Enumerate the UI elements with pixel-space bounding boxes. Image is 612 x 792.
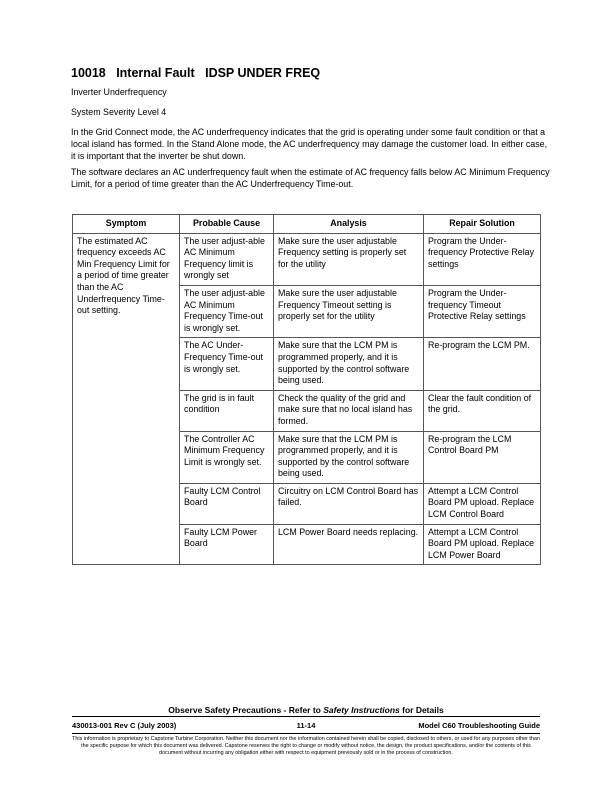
analysis-cell: Circuitry on LCM Control Board has failed. xyxy=(274,483,424,524)
header-repair-solution: Repair Solution xyxy=(424,215,541,234)
cause-cell: The user adjust-able AC Minimum Frequency Time-out is wrongly set. xyxy=(180,285,274,337)
solution-cell: Program the Under-frequency Protective Relay settings xyxy=(424,233,541,285)
cause-cell: The Controller AC Minimum Frequency Limit is wrongly set. xyxy=(180,431,274,483)
solution-cell: Attempt a LCM Control Board PM upload. Replace LCM Power Board xyxy=(424,524,541,565)
document-title: Model C60 Troubleshooting Guide xyxy=(418,721,540,730)
solution-cell: Re-program the LCM Control Board PM xyxy=(424,431,541,483)
safety-notice xyxy=(0,705,612,715)
cause-cell: The AC Under-Frequency Time-out is wrongly set. xyxy=(180,338,274,390)
footer-divider xyxy=(72,716,540,717)
fault-title xyxy=(71,66,320,80)
analysis-cell: Make sure the user adjustable Frequency Timeout setting is properly set for the utility xyxy=(274,285,424,337)
symptom-cell: The estimated AC frequency exceeds AC Min Frequency Limit for a period of time greater than the AC Underfrequency Time-out setting. xyxy=(73,233,180,565)
description-paragraph-1: In the Grid Connect mode, the AC underfrequency indicates that the grid is operating under some fault condition or that a local island has formed. In the Stand Alone mode, the AC underfrequency may damage the customer load. In either case, it is important that the inverter be shut down. xyxy=(71,127,548,161)
table-header-row xyxy=(73,215,541,234)
proprietary-disclaimer: This information is proprietary to Capstone Turbine Corporation. Neither this document nor the information contained herein shall be copied, disclosed to others, or used for any purposes other than the specific purpose for which this document was delivered. Capstone reserves the right to change or modify without notice, the design, the product specifications, and/or the contents of this document without incurring any obligation either with respect to equipment previously sold or in the process of construction. xyxy=(72,736,540,756)
header-probable-cause: Probable Cause xyxy=(180,215,274,234)
solution-cell: Attempt a LCM Control Board PM upload. Replace LCM Control Board xyxy=(424,483,541,524)
troubleshooting-table xyxy=(72,214,541,565)
solution-cell: Re-program the LCM PM. xyxy=(424,338,541,390)
fault-name: IDSP UNDER FREQ xyxy=(205,66,321,80)
analysis-cell: Make sure that the LCM PM is programmed properly, and it is supported by the control software being used. xyxy=(274,431,424,483)
analysis-cell: Check the quality of the grid and make sure that no local island has formed. xyxy=(274,390,424,431)
footer-divider xyxy=(72,733,540,734)
safety-prefix: Observe Safety Precautions - Refer to xyxy=(168,705,324,715)
severity-level: System Severity Level 4 xyxy=(71,107,167,117)
description-paragraph-2: The software declares an AC underfrequency fault when the estimate of AC frequency falls below AC Minimum Frequency Limit, for a period of time greater than the AC Underfrequency Time-out. xyxy=(71,167,550,189)
header-analysis: Analysis xyxy=(274,215,424,234)
solution-cell: Program the Under-frequency Timeout Protective Relay settings xyxy=(424,285,541,337)
cause-cell: The user adjust-able AC Minimum Frequency limit is wrongly set xyxy=(180,233,274,285)
cause-cell: The grid is in fault condition xyxy=(180,390,274,431)
fault-category: Internal Fault xyxy=(116,66,195,80)
analysis-cell: Make sure the user adjustable Frequency setting is properly set for the utility xyxy=(274,233,424,285)
cause-cell: Faulty LCM Control Board xyxy=(180,483,274,524)
fault-description: Inverter Underfrequency xyxy=(71,87,167,97)
table-row xyxy=(73,233,541,285)
safety-instructions-reference: Safety Instructions xyxy=(323,705,400,715)
safety-suffix: for Details xyxy=(399,705,444,715)
analysis-cell: Make sure that the LCM PM is programmed properly, and it is supported by the control software being used. xyxy=(274,338,424,390)
fault-code: 10018 xyxy=(71,66,106,80)
solution-cell: Clear the fault condition of the grid. xyxy=(424,390,541,431)
analysis-cell: LCM Power Board needs replacing. xyxy=(274,524,424,565)
document-number: 430013-001 Rev C (July 2003) xyxy=(72,721,177,730)
header-symptom: Symptom xyxy=(73,215,180,234)
page-number: 11-14 xyxy=(296,721,316,730)
cause-cell: Faulty LCM Power Board xyxy=(180,524,274,565)
